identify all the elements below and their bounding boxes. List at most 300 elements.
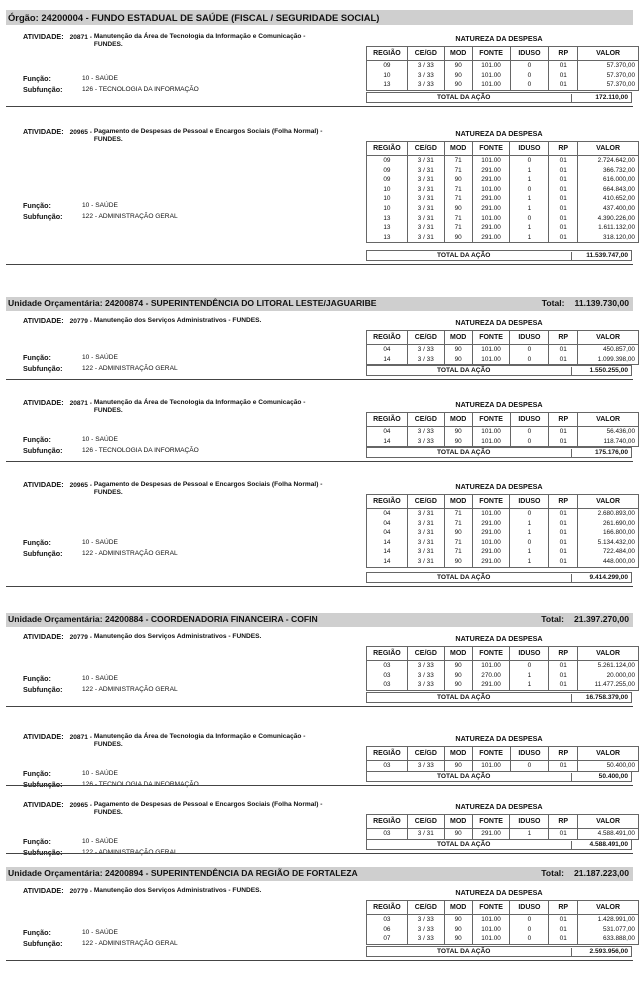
- table-cell: 90: [444, 557, 472, 567]
- table-cell: 71: [444, 538, 472, 548]
- table-cell: 291.00: [472, 204, 510, 214]
- table-cell: 291.00: [472, 233, 510, 243]
- table-cell: 0: [510, 345, 549, 355]
- column-header: IDUSO: [510, 331, 549, 345]
- table-cell: 01: [549, 915, 578, 925]
- subfuncao-label: Subfunção:: [23, 364, 63, 373]
- table-cell: 616.000,00: [578, 175, 639, 185]
- natureza-label: NATUREZA DA DESPESA: [455, 802, 543, 811]
- subfuncao-value: 122 - ADMINISTRAÇÃO GERAL: [82, 685, 178, 693]
- table-cell: 101.00: [472, 345, 510, 355]
- table-cell: 01: [549, 204, 578, 214]
- table-cell: 0: [510, 214, 549, 224]
- action-total-label: TOTAL DA AÇÃO: [437, 947, 491, 955]
- table-row: [367, 547, 639, 557]
- table-cell: 03: [367, 671, 408, 681]
- table-cell: 1.428.991,00: [578, 915, 639, 925]
- table-cell: 0: [510, 509, 549, 519]
- column-header: REGIÃO: [367, 142, 408, 156]
- table-cell: 101.00: [472, 925, 510, 935]
- action-total: [366, 692, 632, 703]
- action-total-label: TOTAL DA AÇÃO: [437, 93, 491, 101]
- table-cell: 01: [549, 829, 578, 840]
- table-cell: 90: [444, 661, 472, 671]
- table-cell: 3 / 31: [407, 547, 444, 557]
- subfuncao-value: 122 - ADMINISTRAÇÃO GERAL: [82, 939, 178, 947]
- table-row: [367, 761, 639, 772]
- table-cell: 0: [510, 61, 549, 71]
- table-cell: 1: [510, 528, 549, 538]
- column-header: CE/GD: [407, 495, 444, 509]
- table-cell: 0: [510, 437, 549, 447]
- column-header: VALOR: [578, 142, 639, 156]
- activity-code: 20965: [69, 802, 88, 809]
- column-header: RP: [549, 747, 578, 761]
- table-cell: 1: [510, 194, 549, 204]
- activity-description: Pagamento de Despesas de Pessoal e Encargos Sociais (Folha Normal) - FUNDES.: [93, 128, 323, 143]
- column-header: MOD: [444, 331, 472, 345]
- column-header: FONTE: [472, 413, 510, 427]
- table-cell: 291.00: [472, 528, 510, 538]
- table-cell: 01: [549, 175, 578, 185]
- table-cell: 3 / 33: [407, 934, 444, 944]
- column-header: IDUSO: [510, 901, 549, 915]
- table-cell: 90: [444, 925, 472, 935]
- subfuncao-label: Subfunção:: [23, 84, 63, 94]
- table-cell: 291.00: [472, 166, 510, 176]
- table-cell: 90: [444, 233, 472, 243]
- table-cell: 71: [444, 185, 472, 195]
- table-cell: 450.857,00: [578, 345, 639, 355]
- table-cell: 14: [367, 538, 408, 548]
- column-header: REGIÃO: [367, 815, 408, 829]
- action-total-value: 11.539.747,00: [571, 252, 628, 261]
- expense-table: [366, 746, 639, 772]
- table-cell: 3 / 31: [407, 156, 444, 166]
- table-row: [367, 175, 639, 185]
- table-cell: 101.00: [472, 509, 510, 519]
- table-cell: 448.000,00: [578, 557, 639, 567]
- unit-header: [6, 613, 633, 627]
- funcao-value: 10 - SAÚDE: [82, 538, 118, 546]
- activity-line: [23, 733, 353, 749]
- column-header: FONTE: [472, 815, 510, 829]
- table-cell: 291.00: [472, 557, 510, 567]
- table-cell: 01: [549, 185, 578, 195]
- action-total-value: 9.414.299,00: [571, 574, 628, 583]
- table-cell: 3 / 31: [407, 223, 444, 233]
- subfuncao-value: 122 - ADMINISTRAÇÃO GERAL: [82, 849, 178, 856]
- expense-table: [366, 46, 639, 91]
- subfuncao-label: Subfunção:: [23, 548, 63, 558]
- column-header: CE/GD: [407, 47, 444, 61]
- unit-total-label: Total:: [541, 298, 565, 308]
- table-cell: 03: [367, 915, 408, 925]
- action-total: [366, 771, 632, 782]
- table-cell: 71: [444, 223, 472, 233]
- table-cell: 01: [549, 345, 578, 355]
- activity-line: [23, 633, 353, 642]
- column-header: MOD: [444, 47, 472, 61]
- table-cell: 71: [444, 214, 472, 224]
- table-cell: 04: [367, 427, 408, 437]
- action-total-value: 16.758.379,00: [571, 694, 628, 703]
- table-cell: 01: [549, 233, 578, 243]
- column-header: REGIÃO: [367, 331, 408, 345]
- table-cell: 531.077,00: [578, 925, 639, 935]
- column-header: REGIÃO: [367, 901, 408, 915]
- natureza-label: NATUREZA DA DESPESA: [455, 482, 543, 491]
- unit-total: [541, 613, 629, 626]
- activity-code: 20965: [69, 129, 88, 136]
- block-separator: [6, 853, 633, 854]
- table-cell: 1: [510, 680, 549, 690]
- activity-code: 20871: [69, 734, 88, 741]
- table-cell: 101.00: [472, 80, 510, 90]
- activity-separator: -: [87, 318, 94, 325]
- action-total-value: 50.400,00: [571, 773, 628, 782]
- column-header: MOD: [444, 495, 472, 509]
- column-header: FONTE: [472, 331, 510, 345]
- column-header: RP: [549, 901, 578, 915]
- column-header: MOD: [444, 647, 472, 661]
- action-total-value: 2.593.956,00: [571, 948, 628, 957]
- table-cell: 71: [444, 156, 472, 166]
- table-row: [367, 427, 639, 437]
- table-cell: 09: [367, 156, 408, 166]
- table-cell: 14: [367, 437, 408, 447]
- table-cell: 261.690,00: [578, 519, 639, 529]
- table-cell: 291.00: [472, 223, 510, 233]
- table-cell: 3 / 33: [407, 80, 444, 90]
- column-header: CE/GD: [407, 413, 444, 427]
- table-cell: 0: [510, 538, 549, 548]
- subfuncao-label: Subfunção:: [23, 684, 63, 694]
- table-cell: 1.611.132,00: [578, 223, 639, 233]
- table-cell: 57.370,00: [578, 61, 639, 71]
- unit-total-label: Total:: [541, 614, 565, 624]
- activity-code: 20965: [69, 482, 88, 489]
- activity-code: 20779: [69, 634, 88, 641]
- table-cell: 3 / 33: [407, 925, 444, 935]
- table-cell: 1: [510, 166, 549, 176]
- table-row: [367, 519, 639, 529]
- table-cell: 3 / 31: [407, 519, 444, 529]
- table-row: [367, 166, 639, 176]
- table-cell: 366.732,00: [578, 166, 639, 176]
- funcao-value: 10 - SAÚDE: [82, 674, 118, 682]
- table-cell: 166.800,00: [578, 528, 639, 538]
- action-total: [366, 839, 632, 850]
- action-total-label: TOTAL DA AÇÃO: [437, 772, 491, 780]
- unit-total-value: 11.139.730,00: [574, 298, 629, 308]
- natureza-label: NATUREZA DA DESPESA: [455, 888, 543, 897]
- block-separator: [6, 706, 633, 707]
- activity-label: ATIVIDADE:: [23, 886, 64, 895]
- block-separator: [6, 106, 633, 107]
- activity-description: Pagamento de Despesas de Pessoal e Encargos Sociais (Folha Normal) - FUNDES.: [93, 481, 323, 496]
- table-cell: 101.00: [472, 661, 510, 671]
- table-cell: 09: [367, 166, 408, 176]
- action-total-label: TOTAL DA AÇÃO: [437, 693, 491, 701]
- table-cell: 01: [549, 166, 578, 176]
- action-total-label: TOTAL DA AÇÃO: [437, 367, 491, 375]
- unit-total-value: 21.187.223,00: [574, 868, 629, 878]
- activity-description: Manutenção da Área de Tecnologia da Informação e Comunicação - FUNDES.: [93, 399, 306, 414]
- table-cell: 3 / 31: [407, 204, 444, 214]
- table-cell: 90: [444, 915, 472, 925]
- table-cell: 3 / 31: [407, 233, 444, 243]
- table-cell: 1: [510, 547, 549, 557]
- natureza-label: NATUREZA DA DESPESA: [455, 318, 543, 327]
- column-header: VALOR: [578, 331, 639, 345]
- column-header: RP: [549, 647, 578, 661]
- table-cell: 0: [510, 355, 549, 365]
- table-row: [367, 509, 639, 519]
- activity-label: ATIVIDADE:: [23, 800, 64, 809]
- table-cell: 1: [510, 233, 549, 243]
- activity-description: Pagamento de Despesas de Pessoal e Encargos Sociais (Folha Normal) - FUNDES.: [93, 801, 323, 816]
- activity-code: 20779: [69, 318, 88, 325]
- column-header: MOD: [444, 142, 472, 156]
- subfuncao-value: 126 - TECNOLOGIA DA INFORMAÇÃO: [82, 85, 199, 93]
- table-row: [367, 437, 639, 447]
- action-total-label: TOTAL DA AÇÃO: [437, 840, 491, 848]
- column-header: IDUSO: [510, 413, 549, 427]
- column-header: VALOR: [578, 495, 639, 509]
- table-cell: 01: [549, 557, 578, 567]
- table-cell: 0: [510, 80, 549, 90]
- column-header: RP: [549, 47, 578, 61]
- table-cell: 13: [367, 214, 408, 224]
- table-cell: 3 / 33: [407, 427, 444, 437]
- table-cell: 01: [549, 437, 578, 447]
- unit-title: Unidade Orçamentária: 24200874 - SUPERINTENDÊNCIA DO LITORAL LESTE/JAGUARIBE: [8, 298, 377, 308]
- column-header: CE/GD: [407, 647, 444, 661]
- funcao-label: Função:: [23, 537, 51, 547]
- table-cell: 71: [444, 509, 472, 519]
- table-cell: 1: [510, 223, 549, 233]
- column-header: RP: [549, 331, 578, 345]
- column-header: VALOR: [578, 901, 639, 915]
- column-header: RP: [549, 815, 578, 829]
- column-header: CE/GD: [407, 747, 444, 761]
- action-total-value: 4.588.491,00: [571, 841, 628, 850]
- activity-label: ATIVIDADE:: [23, 732, 64, 741]
- table-cell: 90: [444, 671, 472, 681]
- table-cell: 01: [549, 519, 578, 529]
- column-header: RP: [549, 142, 578, 156]
- table-cell: 71: [444, 547, 472, 557]
- table-cell: 2.680.893,00: [578, 509, 639, 519]
- table-cell: 3 / 33: [407, 437, 444, 447]
- activity-code: 20779: [69, 888, 88, 895]
- table-cell: 09: [367, 175, 408, 185]
- table-cell: 0: [510, 156, 549, 166]
- funcao-value: 10 - SAÚDE: [82, 436, 118, 443]
- activity-line: [23, 399, 353, 415]
- table-cell: 14: [367, 557, 408, 567]
- table-row: [367, 194, 639, 204]
- funcao-label: Função:: [23, 353, 51, 362]
- table-cell: 0: [510, 661, 549, 671]
- expense-table: [366, 412, 639, 447]
- subfuncao-label: Subfunção:: [23, 446, 63, 455]
- table-cell: 50.400,00: [578, 761, 639, 772]
- table-cell: 06: [367, 925, 408, 935]
- table-row: [367, 528, 639, 538]
- table-cell: 1: [510, 671, 549, 681]
- unit-total-value: 21.397.270,00: [574, 614, 629, 624]
- column-header: IDUSO: [510, 142, 549, 156]
- column-header: CE/GD: [407, 901, 444, 915]
- table-cell: 5.261.124,00: [578, 661, 639, 671]
- table-cell: 01: [549, 156, 578, 166]
- activity-separator: -: [87, 734, 94, 741]
- column-header: CE/GD: [407, 331, 444, 345]
- table-row: [367, 671, 639, 681]
- activity-separator: -: [87, 129, 94, 136]
- table-row: [367, 355, 639, 365]
- activity-line: [23, 33, 353, 49]
- table-cell: 291.00: [472, 680, 510, 690]
- table-cell: 4.390.226,00: [578, 214, 639, 224]
- expense-table: [366, 141, 639, 243]
- column-header: CE/GD: [407, 815, 444, 829]
- table-cell: 71: [444, 194, 472, 204]
- table-cell: 1: [510, 204, 549, 214]
- table-cell: 3 / 31: [407, 528, 444, 538]
- block-separator: [6, 264, 633, 265]
- table-cell: 01: [549, 528, 578, 538]
- table-cell: 20.000,00: [578, 671, 639, 681]
- subfuncao-value: 122 - ADMINISTRAÇÃO GERAL: [82, 365, 178, 372]
- table-cell: 90: [444, 204, 472, 214]
- table-row: [367, 71, 639, 81]
- table-cell: 270.00: [472, 671, 510, 681]
- table-cell: 3 / 33: [407, 661, 444, 671]
- table-cell: 3 / 31: [407, 214, 444, 224]
- table-cell: 90: [444, 761, 472, 772]
- column-header: MOD: [444, 747, 472, 761]
- table-cell: 90: [444, 934, 472, 944]
- table-cell: 90: [444, 345, 472, 355]
- table-cell: 01: [549, 223, 578, 233]
- table-cell: 101.00: [472, 61, 510, 71]
- table-cell: 101.00: [472, 185, 510, 195]
- activity-code: 20871: [69, 400, 88, 407]
- table-cell: 3 / 31: [407, 557, 444, 567]
- activity-description: Manutenção da Área de Tecnologia da Informação e Comunicação - FUNDES.: [93, 733, 306, 748]
- table-cell: 101.00: [472, 156, 510, 166]
- table-row: [367, 204, 639, 214]
- table-cell: 410.652,00: [578, 194, 639, 204]
- table-row: [367, 661, 639, 671]
- unit-header: [6, 867, 633, 881]
- column-header: FONTE: [472, 901, 510, 915]
- table-cell: 3 / 31: [407, 175, 444, 185]
- action-total-label: TOTAL DA AÇÃO: [437, 449, 491, 457]
- table-cell: 291.00: [472, 547, 510, 557]
- table-cell: 118.740,00: [578, 437, 639, 447]
- table-cell: 101.00: [472, 538, 510, 548]
- table-cell: 90: [444, 71, 472, 81]
- column-header: RP: [549, 495, 578, 509]
- funcao-label: Função:: [23, 73, 51, 83]
- table-cell: 3 / 33: [407, 71, 444, 81]
- funcao-label: Função:: [23, 435, 51, 444]
- table-row: [367, 156, 639, 166]
- activity-label: ATIVIDADE:: [23, 632, 64, 641]
- natureza-label: NATUREZA DA DESPESA: [455, 400, 543, 409]
- table-cell: 5.134.432,00: [578, 538, 639, 548]
- column-header: VALOR: [578, 815, 639, 829]
- table-cell: 13: [367, 233, 408, 243]
- unit-title: Unidade Orçamentária: 24200894 - SUPERINTENDÊNCIA DA REGIÃO DE FORTALEZA: [8, 868, 358, 878]
- block-separator: [6, 586, 633, 587]
- unit-total: [542, 297, 629, 310]
- table-cell: 722.484,00: [578, 547, 639, 557]
- activity-separator: -: [87, 634, 94, 641]
- table-cell: 01: [549, 509, 578, 519]
- table-cell: 71: [444, 519, 472, 529]
- funcao-value: 10 - SAÚDE: [82, 838, 118, 845]
- table-cell: 01: [549, 547, 578, 557]
- funcao-label: Função:: [23, 927, 51, 937]
- block-separator: [6, 379, 633, 380]
- table-row: [367, 829, 639, 840]
- table-row: [367, 925, 639, 935]
- table-cell: 01: [549, 194, 578, 204]
- unit-total: [541, 867, 629, 880]
- table-cell: 90: [444, 355, 472, 365]
- column-header: IDUSO: [510, 747, 549, 761]
- funcao-label: Função:: [23, 837, 51, 846]
- table-row: [367, 934, 639, 944]
- table-cell: 0: [510, 915, 549, 925]
- table-cell: 13: [367, 223, 408, 233]
- activity-description: Manutenção dos Serviços Administrativos - FUNDES.: [93, 633, 262, 640]
- activity-label: ATIVIDADE:: [23, 127, 64, 136]
- table-cell: 01: [549, 661, 578, 671]
- table-cell: 01: [549, 671, 578, 681]
- activity-description: Manutenção dos Serviços Administrativos - FUNDES.: [93, 887, 262, 894]
- action-total: [366, 447, 632, 458]
- orgao-header: [6, 10, 633, 25]
- natureza-label: NATUREZA DA DESPESA: [455, 34, 543, 43]
- table-cell: 01: [549, 538, 578, 548]
- table-cell: 10: [367, 204, 408, 214]
- table-cell: 101.00: [472, 71, 510, 81]
- column-header: FONTE: [472, 47, 510, 61]
- orgao-title: Órgão: 24200004 - FUNDO ESTADUAL DE SAÚDE (FISCAL / SEGURIDADE SOCIAL): [8, 12, 380, 23]
- action-total: [366, 946, 632, 957]
- natureza-label: NATUREZA DA DESPESA: [455, 129, 543, 138]
- funcao-label: Função:: [23, 673, 51, 683]
- activity-line: [23, 801, 353, 817]
- table-cell: 01: [549, 680, 578, 690]
- activity-label: ATIVIDADE:: [23, 480, 64, 489]
- table-cell: 0: [510, 934, 549, 944]
- table-cell: 0: [510, 427, 549, 437]
- table-row: [367, 557, 639, 567]
- table-cell: 0: [510, 185, 549, 195]
- table-cell: 90: [444, 61, 472, 71]
- block-separator: [6, 785, 633, 786]
- table-row: [367, 223, 639, 233]
- column-header: REGIÃO: [367, 747, 408, 761]
- table-cell: 13: [367, 80, 408, 90]
